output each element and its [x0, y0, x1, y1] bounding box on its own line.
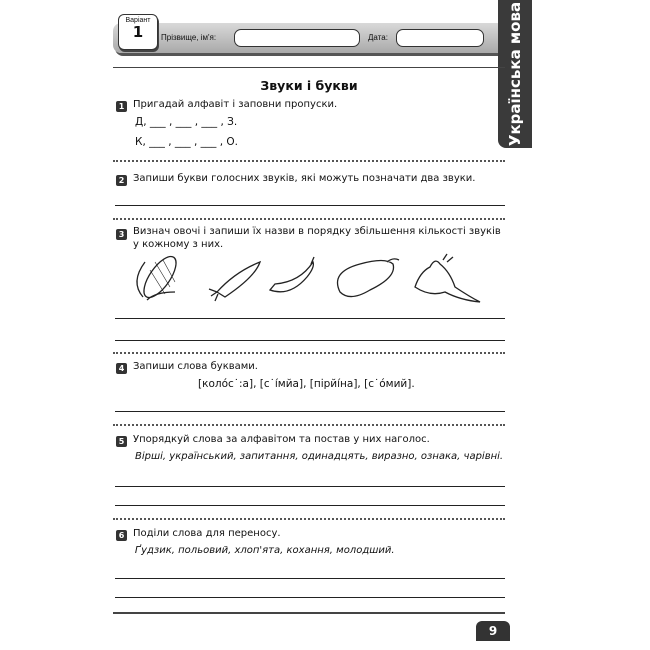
- task-6-words: Ґудзик, польовий, хлоп'ята, кохання, молодший.: [135, 545, 395, 556]
- date-label: Дата:: [368, 33, 388, 42]
- task-3-text-1: Визнач овочі і запиши їх назви в порядку збільшення кількості звуків: [133, 226, 501, 237]
- separator: [113, 518, 505, 520]
- separator: [113, 424, 505, 426]
- vegetables-illustration: [125, 252, 495, 308]
- task-number-badge: 1: [116, 101, 127, 112]
- answer-line[interactable]: [115, 597, 505, 598]
- answer-line[interactable]: [115, 340, 505, 341]
- task-3-text-2: у кожному з них.: [133, 239, 224, 250]
- answer-line[interactable]: [115, 505, 505, 506]
- page-title: Звуки і букви: [260, 78, 358, 93]
- eggplant-icon: [338, 259, 400, 297]
- corn-icon: [137, 252, 182, 302]
- subject-label: Українська мова: [506, 1, 524, 147]
- ginger-icon: [415, 254, 480, 302]
- task-number-badge: 3: [116, 229, 127, 240]
- task-number-badge: 2: [116, 175, 127, 186]
- separator: [113, 218, 505, 220]
- name-field[interactable]: [234, 29, 360, 47]
- answer-line[interactable]: [115, 318, 505, 319]
- subject-tab: [498, 0, 532, 148]
- task-1-line-2: К, ___ , ___ , ___ , О.: [135, 136, 239, 148]
- date-field[interactable]: [396, 29, 484, 47]
- task-2-text: Запиши букви голосних звуків, які можуть позначати два звуки.: [133, 173, 476, 184]
- task-5-words: Вірші, український, запитання, одинадцять, виразно, ознака, чарівні.: [135, 451, 504, 462]
- separator: [113, 352, 505, 354]
- task-6-text: Поділи слова для переносу.: [133, 528, 281, 539]
- task-4-words: [колóс˙:а], [с˙íмйа], [пірйíна], [с˙óмий].: [198, 378, 415, 390]
- carrot-icon: [209, 262, 260, 301]
- task-number-badge: 5: [116, 436, 127, 447]
- name-label: Прізвище, ім'я:: [161, 33, 217, 42]
- task-4-text: Запиши слова буквами.: [133, 361, 258, 372]
- answer-line[interactable]: [115, 411, 505, 412]
- variant-label: Варіант: [125, 17, 151, 24]
- task-number-badge: 4: [116, 363, 127, 374]
- task-1-text: Пригадай алфавіт і заповни пропуски.: [133, 99, 338, 110]
- task-number-badge: 6: [116, 530, 127, 541]
- page-number: 9: [476, 621, 510, 641]
- task-1-line-1: Д, ___ , ___ , ___ , З.: [135, 116, 238, 128]
- answer-line[interactable]: [115, 205, 505, 206]
- answer-line[interactable]: [115, 578, 505, 579]
- pepper-icon: [270, 257, 314, 292]
- variant-box: [118, 14, 158, 50]
- header-divider: [113, 67, 505, 68]
- separator: [113, 160, 505, 162]
- answer-line[interactable]: [115, 486, 505, 487]
- variant-number: 1: [132, 23, 144, 41]
- footer-divider: [113, 612, 505, 614]
- task-5-text: Упорядкуй слова за алфавітом та постав у них наголос.: [133, 434, 430, 445]
